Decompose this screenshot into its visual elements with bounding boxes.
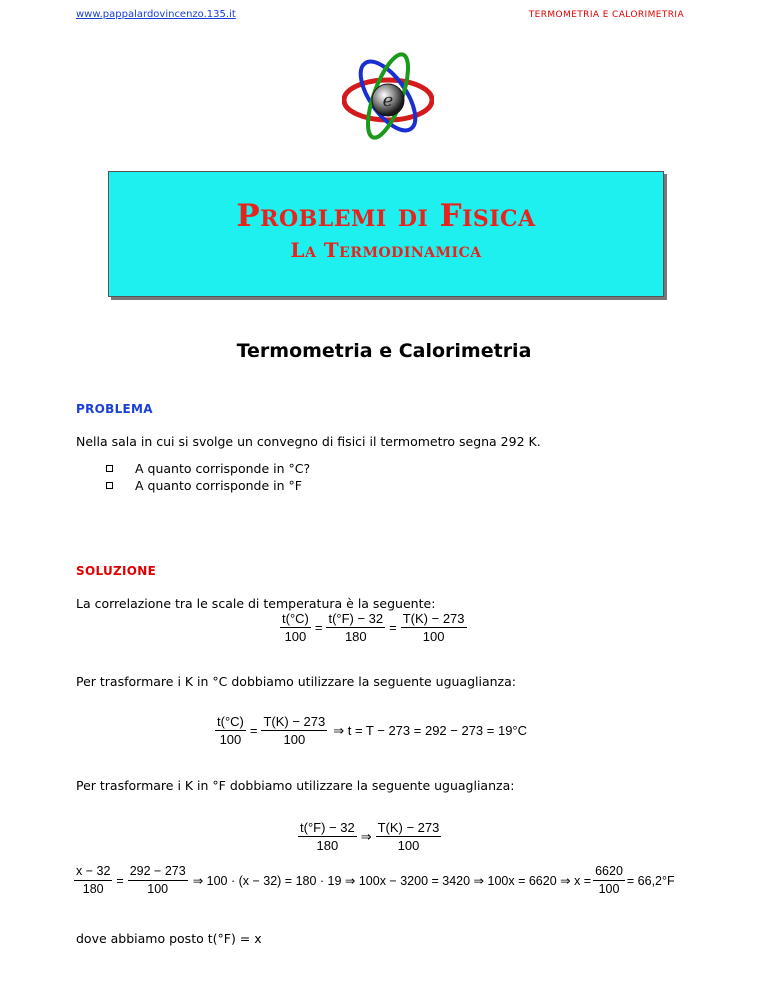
document-title: Termometria e Calorimetria	[236, 340, 532, 362]
solution-paragraph-celsius: Per trasformare i K in °C dobbiamo utilizzare la seguente uguaglianza:	[76, 674, 516, 689]
equals-sign: =	[314, 620, 323, 635]
svg-text:e: e	[382, 90, 394, 111]
checkbox-bullet-icon	[106, 465, 113, 472]
numerator: t(°C)	[282, 611, 309, 626]
fraction	[326, 611, 385, 644]
fahrenheit-result: = 66,2°F	[626, 873, 675, 888]
checkbox-bullet-icon	[106, 482, 113, 489]
banner-subtitle: La Termodinamica	[290, 238, 482, 262]
fraction	[298, 820, 357, 853]
equals-sign: =	[389, 620, 397, 635]
banner-title: Problemi di Fisica	[236, 198, 536, 234]
equals-sign: =	[249, 723, 258, 738]
fraction	[74, 864, 112, 897]
numerator: t(°C)	[217, 714, 244, 729]
header-website[interactable]: www.pappalardovincenzo.135.it	[76, 9, 236, 20]
celsius-result: ⇒ t = T − 273 = 292 − 273 = 19°C	[333, 722, 528, 738]
denominator: 100	[283, 732, 306, 747]
implies-arrow: ⇒	[360, 828, 372, 844]
fraction	[261, 714, 327, 747]
fraction	[280, 611, 311, 644]
equation-fahrenheit-solution	[74, 864, 677, 897]
solution-paragraph-fahrenheit: Per trasformare i K in °F dobbiamo utilizzare la seguente uguaglianza:	[76, 778, 515, 793]
numerator: T(K) − 273	[263, 714, 326, 729]
title-banner	[108, 171, 664, 297]
numerator: 6620	[593, 864, 625, 881]
denominator: 100	[284, 629, 307, 644]
list-item	[106, 477, 310, 494]
denominator: 180	[82, 882, 104, 896]
denominator: 180	[344, 629, 367, 644]
solution-footer-note: dove abbiamo posto t(°F) = x	[76, 931, 262, 946]
solution-label: SOLUZIONE	[76, 564, 157, 578]
question-text: A quanto corrisponde in °F	[135, 478, 302, 493]
question-list	[106, 460, 310, 494]
numerator: t(°F) − 32	[300, 820, 355, 835]
numerator: T(K) − 273	[377, 820, 440, 835]
fraction	[215, 714, 246, 747]
fraction	[128, 864, 188, 897]
fraction	[401, 611, 467, 644]
denominator: 180	[316, 838, 339, 853]
denominator: 100	[422, 629, 445, 644]
header-section-title: TERMOMETRIA E CALORIMETRIA	[528, 10, 684, 20]
numerator: t(°F) − 32	[328, 611, 384, 626]
denominator: 100	[598, 882, 620, 896]
problem-statement: Nella sala in cui si svolge un convegno di fisici il termometro segna 292 K.	[76, 434, 541, 449]
question-text: A quanto corrisponde in °C?	[135, 461, 311, 476]
numerator: x − 32	[74, 864, 112, 881]
numerator: T(K) − 273	[402, 611, 465, 626]
equation-fahrenheit-relation	[298, 820, 441, 853]
problem-label: PROBLEMA	[76, 402, 153, 416]
equals-sign: =	[116, 873, 124, 888]
fraction	[376, 820, 442, 853]
denominator: 100	[219, 732, 242, 747]
equation-kelvin-to-celsius	[215, 714, 529, 747]
solution-intro: La correlazione tra le scale di temperatura è la seguente:	[76, 596, 436, 611]
derivation-steps: ⇒ 100 · (x − 32) = 180 · 19 ⇒ 100x − 3200 = 3420 ⇒ 100x = 6620 ⇒ x =	[192, 874, 592, 888]
equation-temperature-scales	[280, 611, 467, 644]
numerator: 292 − 273	[128, 864, 188, 881]
atom-logo	[342, 40, 434, 142]
denominator: 100	[397, 838, 420, 853]
list-item	[106, 460, 310, 477]
denominator: 100	[147, 882, 169, 896]
fraction	[593, 864, 625, 897]
